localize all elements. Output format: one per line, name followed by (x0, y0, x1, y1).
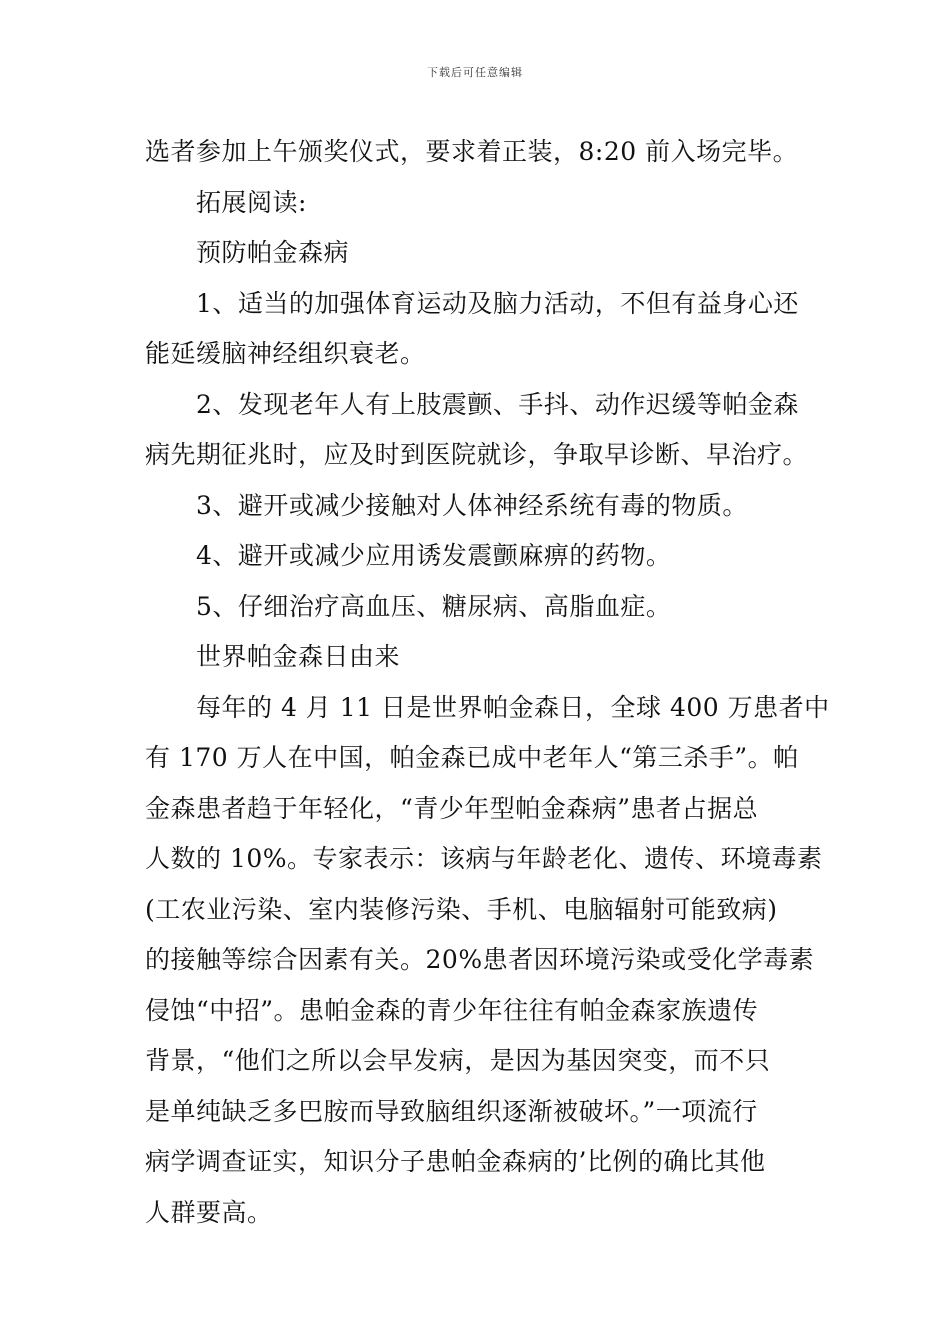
text-line: (工农业污染、室内装修污染、手机、电脑辐射可能致病) (145, 894, 778, 924)
text-line: 金森患者趋于年轻化，“青少年型帕金森病”患者占据总 (145, 793, 759, 823)
page-header: 下载后可任意编辑 (427, 66, 523, 79)
text-line: 人群要高。 (145, 1197, 273, 1227)
text-line: 3、避开或减少接触对人体神经系统有毒的物质。 (196, 490, 748, 520)
text-line: 选者参加上午颁奖仪式，要求着正装，8:20 前入场完毕。 (145, 137, 799, 166)
text-line: 4、避开或减少应用诱发震颤麻痹的药物。 (196, 541, 672, 570)
document-body (145, 127, 830, 1238)
text-line: 1、适当的加强体育运动及脑力活动，不但有益身心还 (196, 288, 799, 318)
text-line: 人数的 10%。专家表示：该病与年龄老化、遗传、环境毒素 (145, 844, 823, 873)
text-line: 5、仔细治疗高血压、糖尿病、高脂血症。 (196, 591, 672, 621)
text-line: 能延缓脑神经组织衰老。 (145, 339, 426, 368)
text-line: 病学调查证实，知识分子患帕金森病的’比例的确比其他 (145, 1147, 766, 1176)
section-heading: 世界帕金森日由来 (196, 642, 401, 671)
text-line: 拓展阅读: (196, 187, 307, 217)
text-line: 是单纯缺乏多巴胺而导致脑组织逐渐被破坏。”一项流行 (145, 1096, 758, 1126)
text-line: 每年的 4 月 11 日是世界帕金森日，全球 400 万患者中 (196, 692, 830, 722)
text-line: 2、发现老年人有上肢震颤、手抖、动作迟缓等帕金森 (196, 389, 799, 419)
text-line: 的接触等综合因素有关。20%患者因环境污染或受化学毒素 (145, 945, 815, 974)
section-heading: 预防帕金森病 (196, 238, 350, 267)
text-line: 侵蚀“中招”。患帕金森的青少年往往有帕金森家族遗传 (145, 995, 759, 1025)
text-line: 有 170 万人在中国，帕金森已成中老年人“第三杀手”。帕 (145, 743, 799, 772)
text-line: 病先期征兆时，应及时到医院就诊，争取早诊断、早治疗。 (145, 440, 809, 469)
text-line: 背景，“他们之所以会早发病，是因为基因突变，而不只 (145, 1046, 771, 1075)
